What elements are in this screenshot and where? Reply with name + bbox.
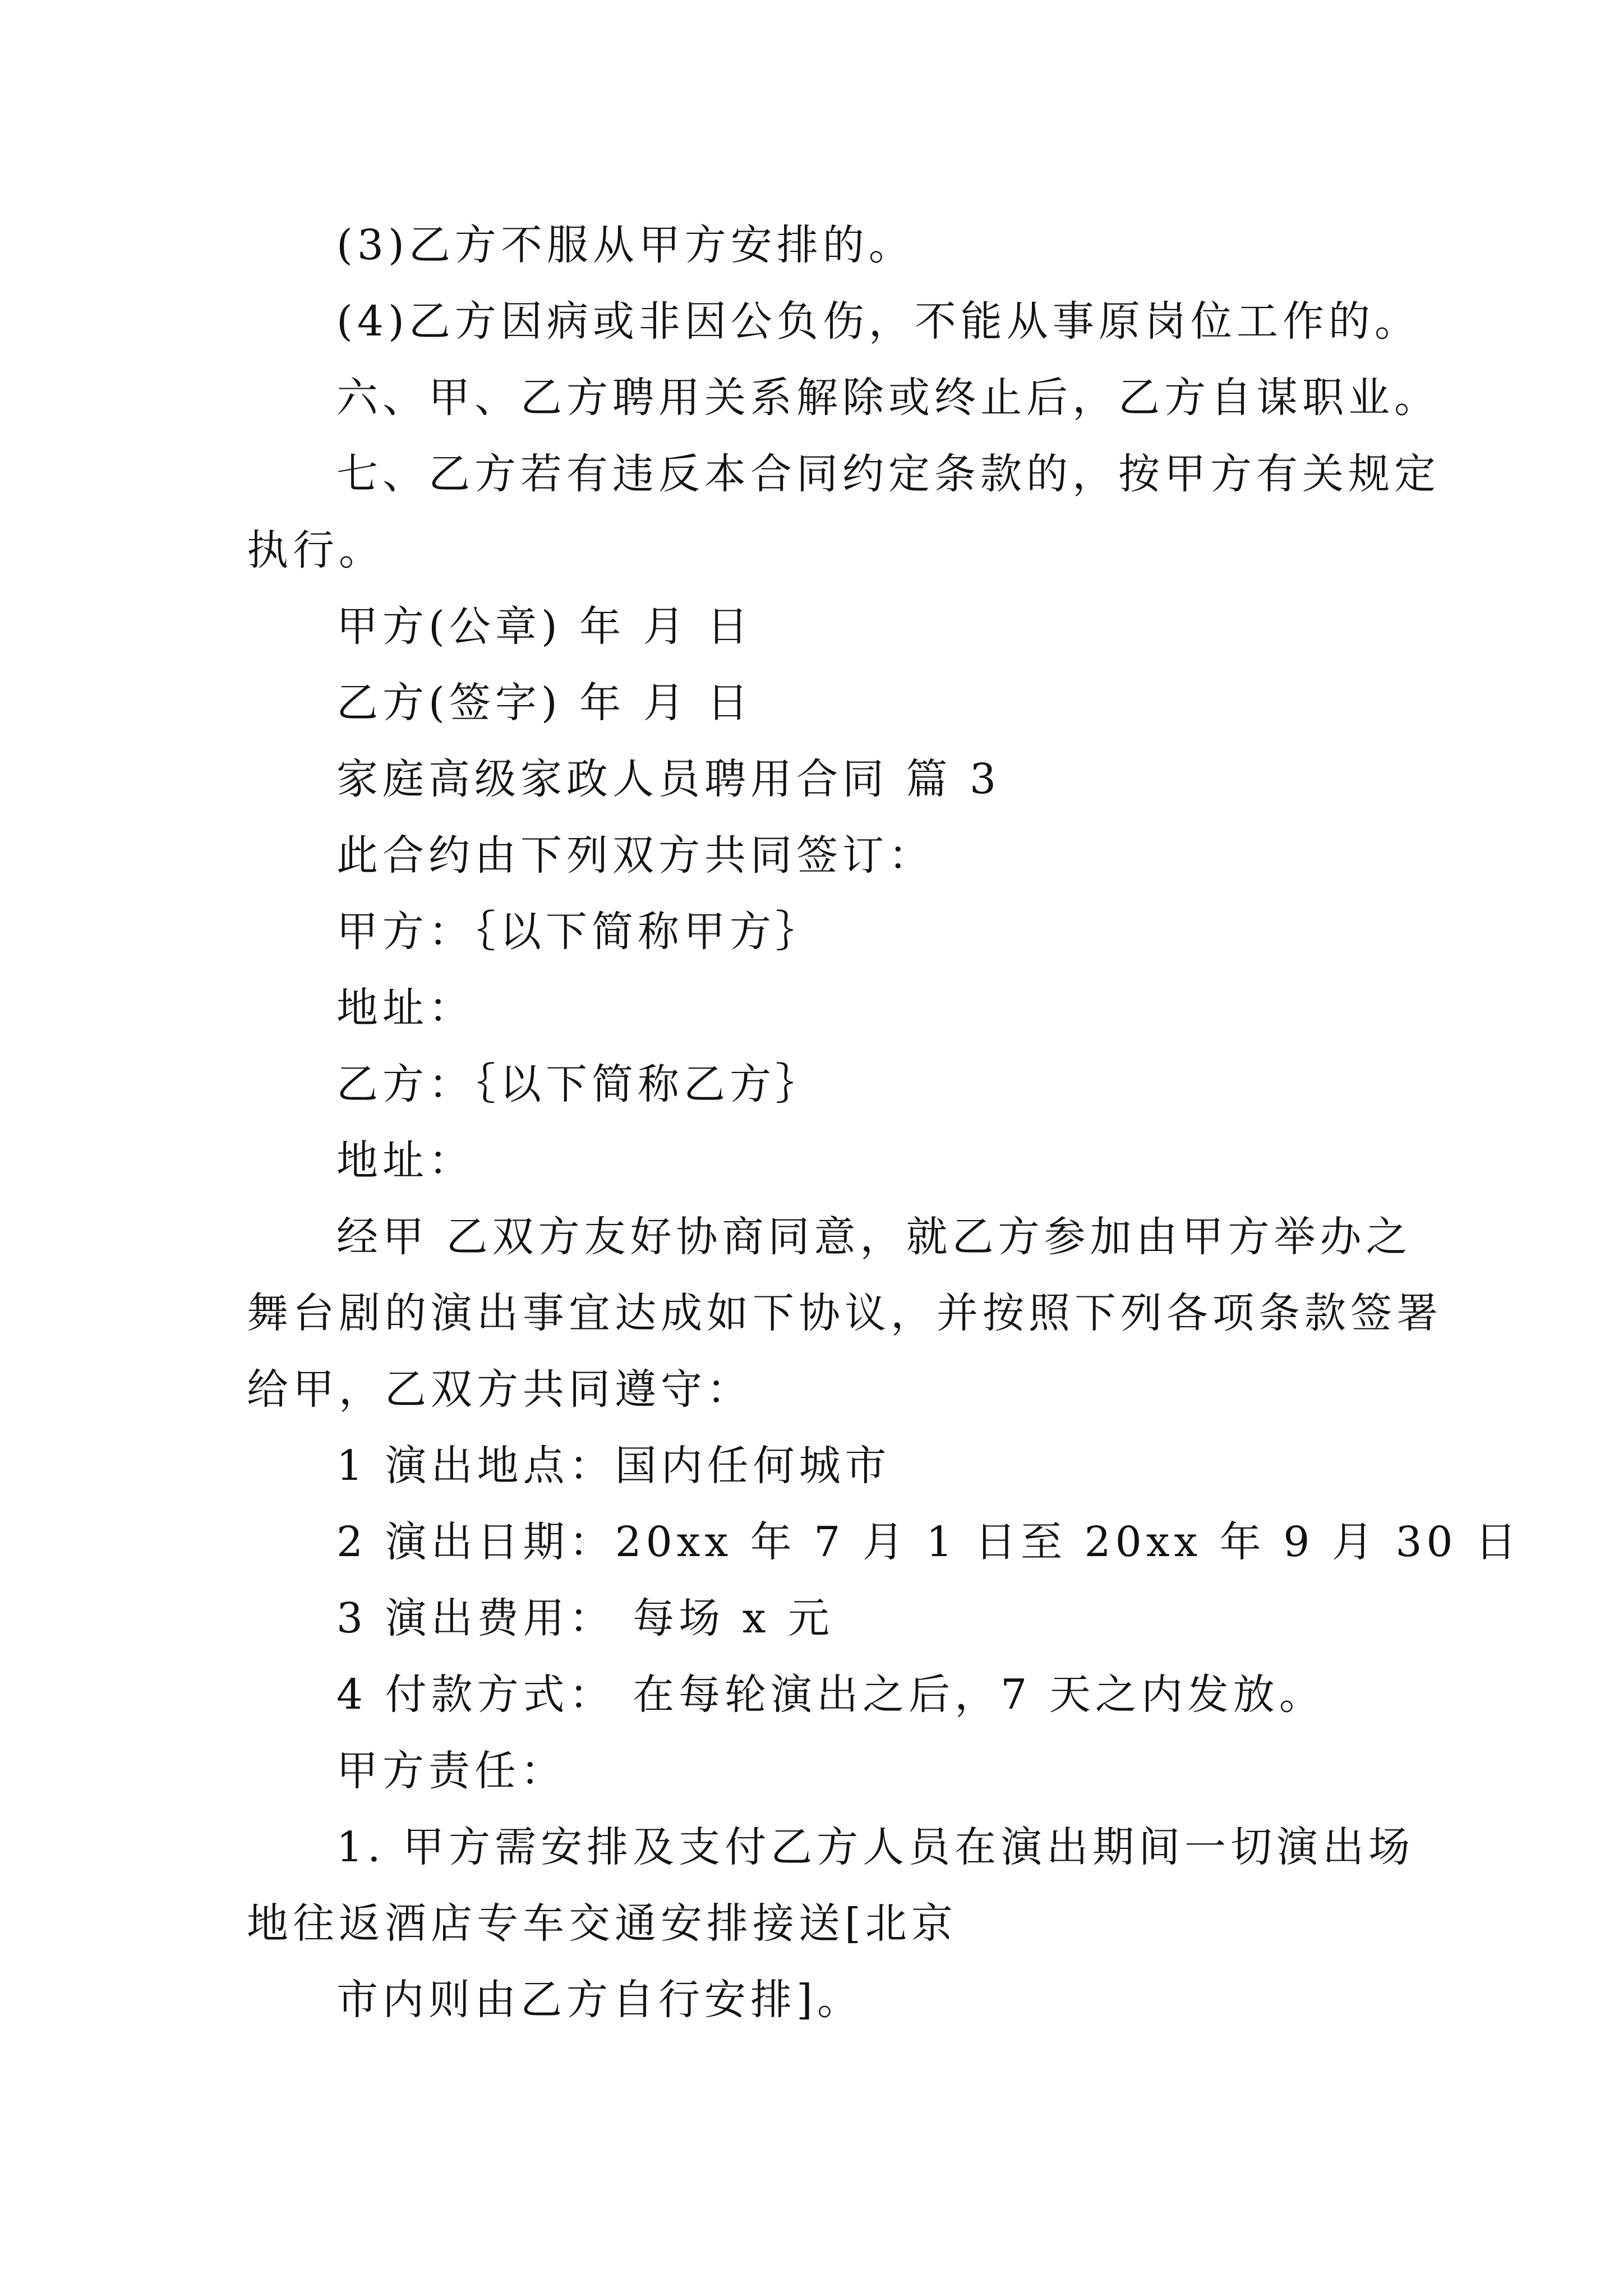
text-line: 1. 甲方需安排及支付乙方人员在演出期间一切演出场 [336,1823,1415,1871]
text-line: 市内则由乙方自行安排]。 [336,1976,863,2024]
text-line: 甲方：｛以下简称甲方｝ [336,908,822,956]
section-heading: 家庭高级家政人员聘用合同 篇 3 [336,755,1001,803]
text-line: 乙方(签字) 年 月 日 [336,679,753,727]
text-line: 1 演出地点：国内任何城市 [336,1442,891,1490]
text-line: 此合约由下列双方共同签订： [336,831,934,880]
text-line: 经甲 乙双方友好协商同意，就乙方参加由甲方举办之 [336,1213,1412,1261]
text-line: 4 付款方式： 在每轮演出之后，7 天之内发放。 [336,1671,1325,1719]
text-line: 2 演出日期：20xx 年 7 月 1 日至 20xx 年 9 月 30 日 [336,1518,1521,1566]
text-line: 给甲，乙双方共同遵守： [247,1365,753,1414]
text-line: 甲方(公章) 年 月 日 [336,602,753,651]
text-line: 舞台剧的演出事宜达成如下协议，并按照下列各项条款签署 [247,1289,1442,1337]
text-line: (4)乙方因病或非因公负伤，不能从事原岗位工作的。 [336,297,1421,346]
text-line: 六、甲、乙方聘用关系解除或终止后，乙方自谋职业。 [336,374,1440,422]
text-line: 地址： [336,1137,474,1185]
text-line: 乙方：｛以下简称乙方｝ [336,1060,822,1108]
text-line: (3)乙方不服从甲方安排的。 [336,221,915,269]
text-line: 地往返酒店专车交通安排接送[北京 [247,1899,957,1948]
text-line: 七、乙方若有违反本合同约定条款的，按甲方有关规定 [336,450,1440,498]
text-line: 甲方责任： [336,1747,566,1795]
text-line: 地址： [336,984,474,1032]
text-line: 3 演出费用： 每场 x 元 [336,1594,834,1642]
text-line: 执行。 [247,526,385,574]
